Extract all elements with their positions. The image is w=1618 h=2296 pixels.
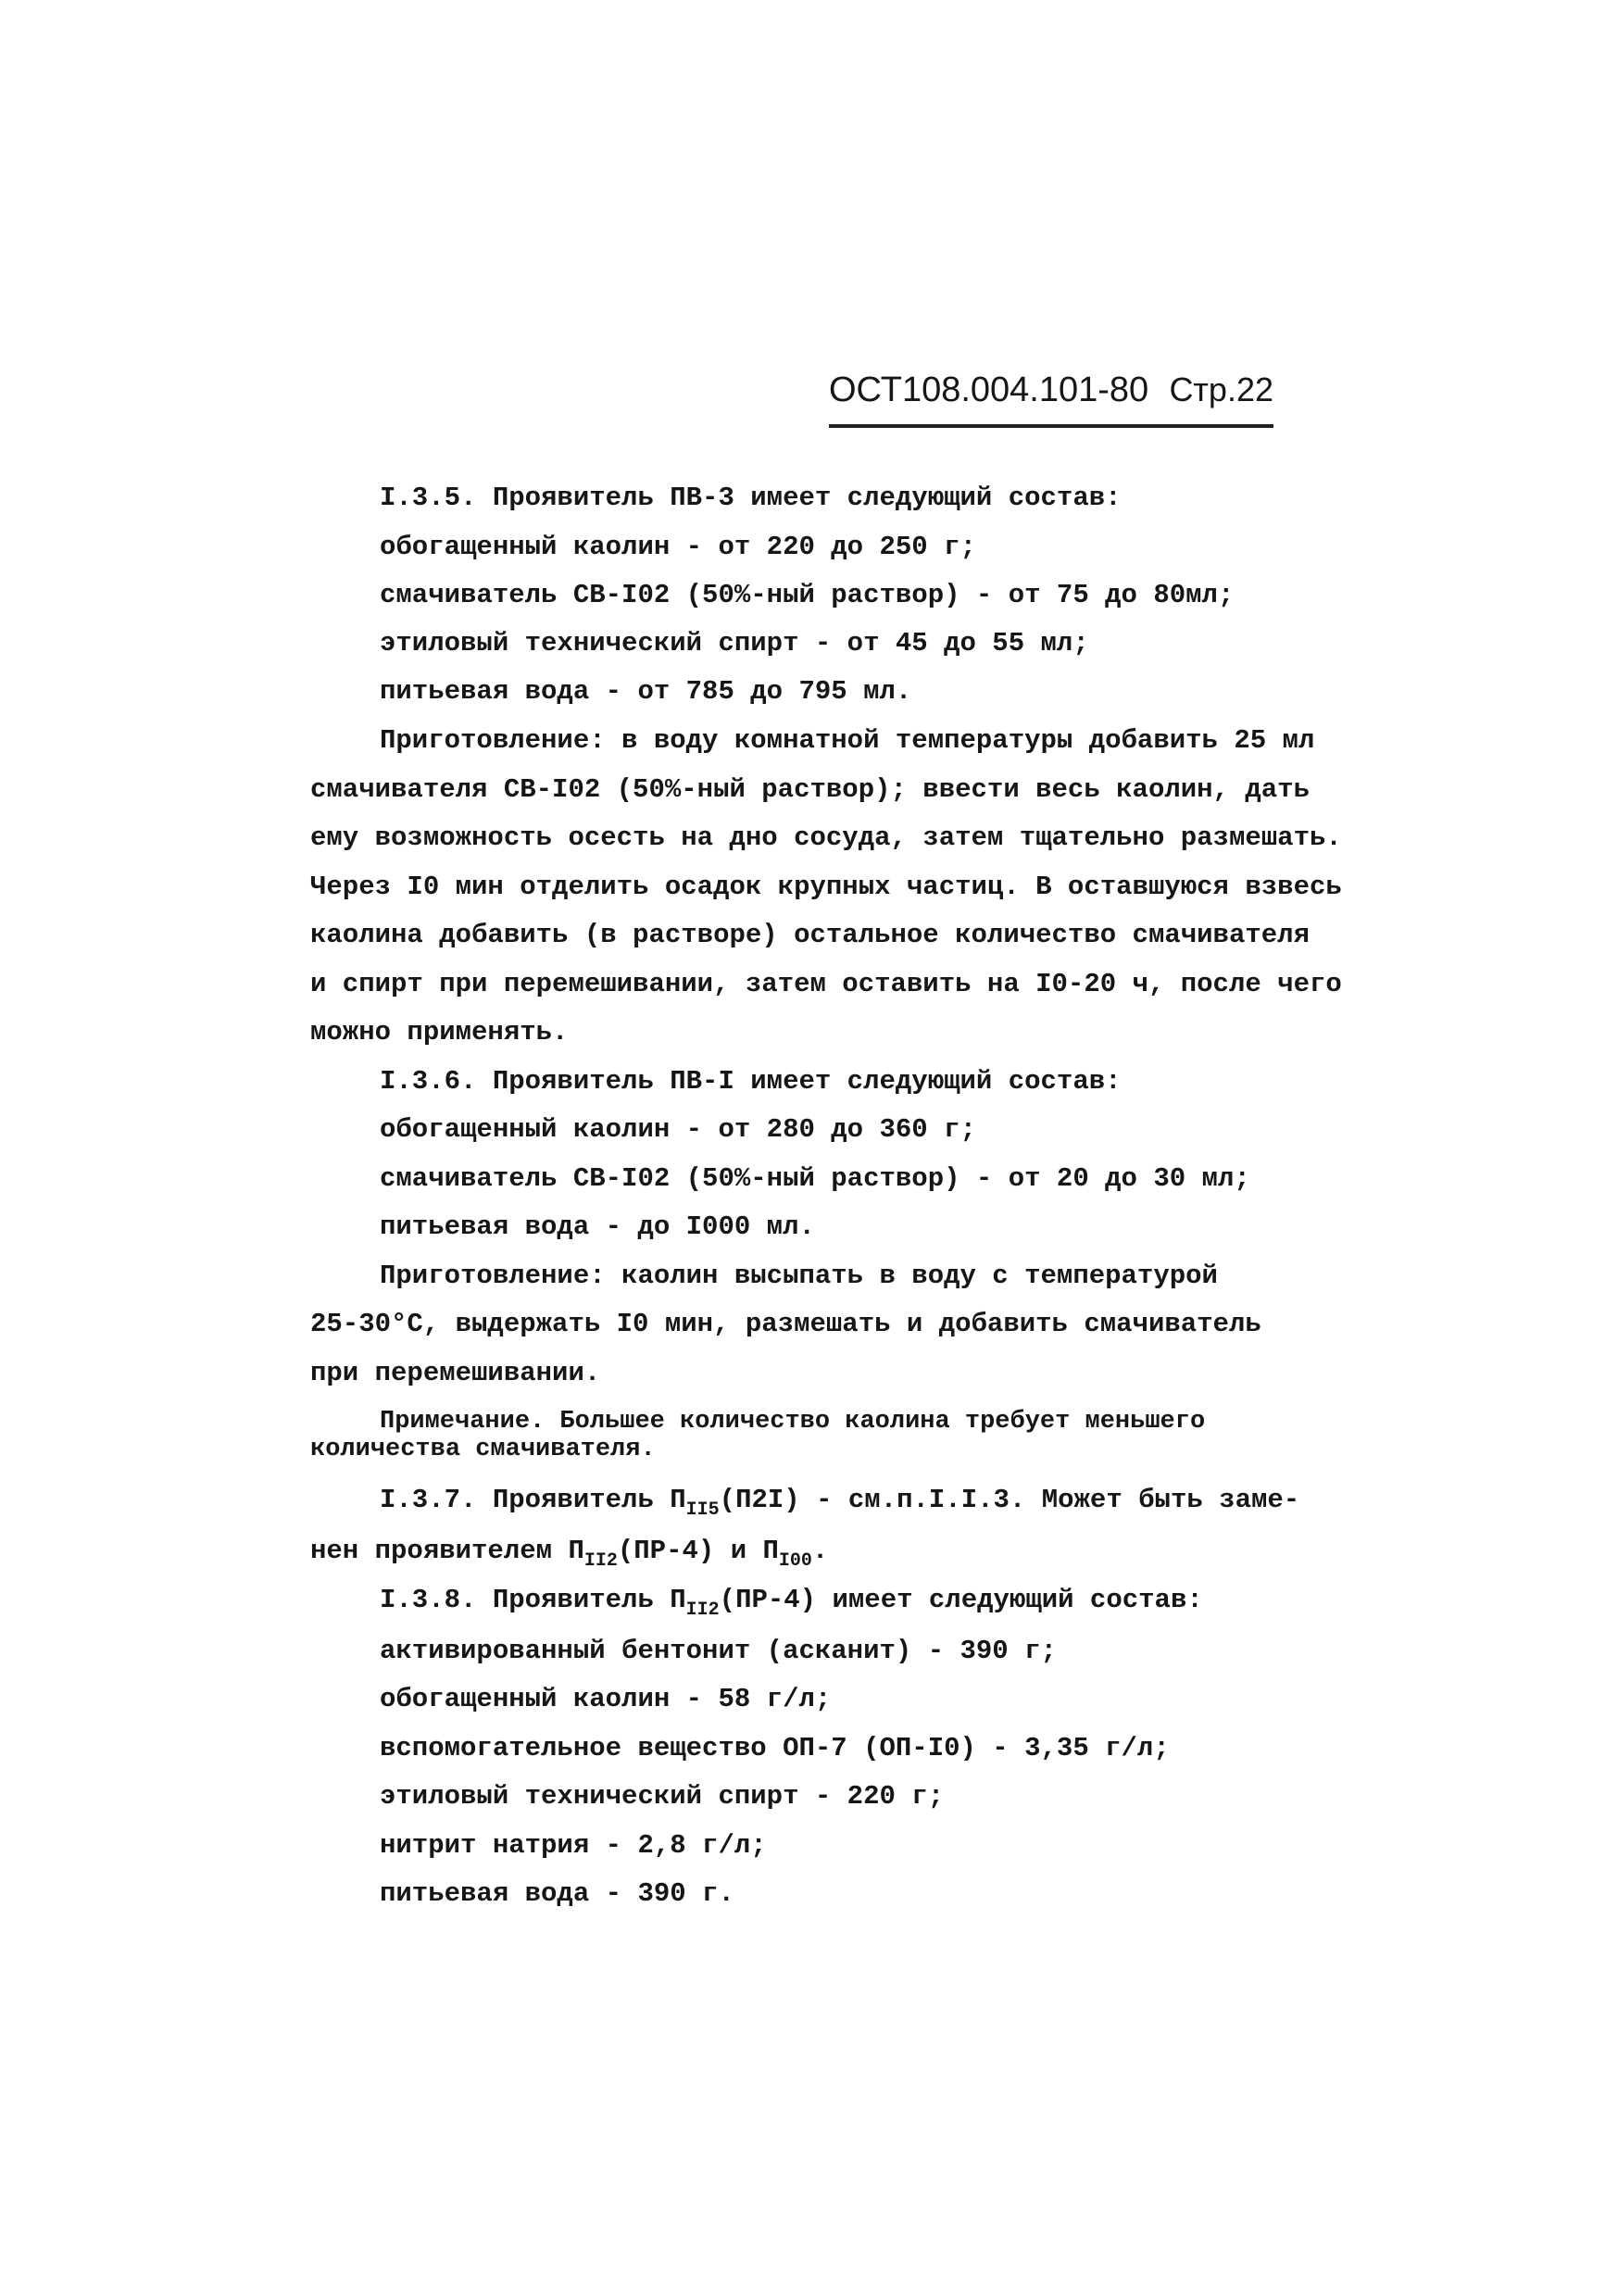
- section-heading-1-3-8: I.3.8. Проявитель $П_{II2}(ПР-4)$ имеет следующий состав:: [380, 1585, 1203, 1621]
- section-heading-1-3-5: I.3.5. Проявитель ПВ-3 имеет следующий состав:: [380, 483, 1122, 513]
- composition-line: питьевая вода - 390 г.: [380, 1878, 734, 1909]
- preparation-line: Приготовление: каолин высыпать в воду с температурой: [380, 1261, 1218, 1291]
- preparation-line: ему возможность осесть на дно сосуда, затем тщательно размешать.: [310, 822, 1342, 853]
- section-heading-1-3-6: I.3.6. Проявитель ПВ-I имеет следующий состав:: [380, 1066, 1122, 1097]
- composition-line: обогащенный каолин - от 280 до 360 г;: [380, 1114, 976, 1145]
- composition-line: смачиватель СВ-I02 (50%-ный раствор) - от 20 до 30 мл;: [380, 1163, 1250, 1194]
- page-number: Стр.22: [1169, 370, 1273, 408]
- composition-line: обогащенный каолин - от 220 до 250 г;: [380, 532, 976, 562]
- preparation-line: при перемешивании.: [310, 1358, 601, 1388]
- composition-line: активированный бентонит (асканит) - 390 г;: [380, 1636, 1057, 1666]
- section-1-3-7-continuation: нен проявителем $П_{II2}(ПР-4)$ и $П_{I00}$.: [310, 1536, 829, 1572]
- composition-line: смачиватель СВ-I02 (50%-ный раствор) - от 75 до 80мл;: [380, 580, 1235, 610]
- preparation-line: каолина добавить (в растворе) остальное количество смачивателя: [310, 920, 1310, 950]
- developer-index: II2: [685, 1600, 720, 1621]
- composition-line: этиловый технический спирт - 220 г;: [380, 1781, 945, 1812]
- preparation-line: Через I0 мин отделить осадок крупных частиц. В оставшуюся взвесь: [310, 872, 1342, 902]
- composition-line: питьевая вода - от 785 до 795 мл.: [380, 676, 912, 707]
- preparation-line: смачивателя СВ-I02 (50%-ный раствор); ввести весь каолин, дать: [310, 774, 1310, 805]
- preparation-line: можно применять.: [310, 1017, 569, 1048]
- composition-line: питьевая вода - до I000 мл.: [380, 1211, 815, 1242]
- developer-index: II2: [583, 1550, 618, 1572]
- note-line: количества смачивателя.: [310, 1436, 656, 1463]
- note-line: Примечание. Большее количество каолина требует меньшего: [380, 1408, 1206, 1436]
- composition-line: этиловый технический спирт - от 45 до 55 мл;: [380, 628, 1089, 659]
- document-header: [829, 370, 1273, 428]
- composition-line: нитрит натрия - 2,8 г/л;: [380, 1830, 767, 1861]
- section-heading-1-3-7: I.3.7. Проявитель $П_{II5}(П2I) - см.п.I.I.3$. Может быть заме-: [380, 1485, 1300, 1521]
- preparation-line: 25-30°С, выдержать I0 мин, размешать и добавить смачиватель: [310, 1309, 1261, 1339]
- developer-index: II5: [685, 1499, 720, 1521]
- composition-line: вспомогательное вещество ОП-7 (ОП-I0) - 3,35 г/л;: [380, 1733, 1170, 1763]
- composition-line: обогащенный каолин - 58 г/л;: [380, 1684, 832, 1714]
- developer-index: I00: [778, 1550, 812, 1572]
- preparation-line: Приготовление: в воду комнатной температуры добавить 25 мл: [380, 725, 1315, 756]
- document-code: ОСТ108.004.101-80: [829, 370, 1149, 409]
- preparation-line: и спирт при перемешивании, затем оставить на I0-20 ч, после чего: [310, 969, 1342, 999]
